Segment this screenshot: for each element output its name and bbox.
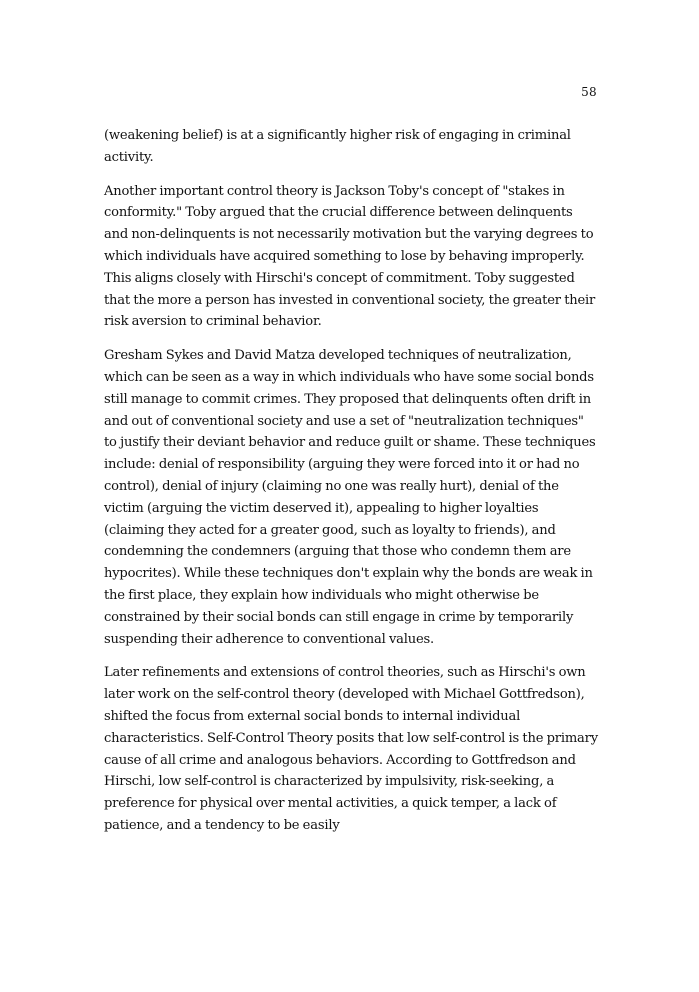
paragraph-stakes-in-conformity: Another important control theory is Jackson Toby's concept of "stakes in conformity." Toby argued that the crucial difference between delinquents and non-delinquents is not necessarily motivation but the varying degrees to which individuals have acquired something to lose by behaving improperly. This aligns closely with Hirschi's concept of commitment. Toby suggested that the more a person has invested in conventional society, the greater their risk aversion to criminal behavior. xyxy=(104,183,596,330)
paragraph-continuation: (weakening belief) is at a significantly higher risk of engaging in criminal activity. xyxy=(104,128,571,165)
page-number: 58 xyxy=(581,85,597,99)
body-text xyxy=(104,125,598,849)
paragraph-neutralization-techniques: Gresham Sykes and David Matza developed techniques of neutralization, which can be seen as a way in which individuals who have some social bonds still manage to commit crimes. They proposed that delinquents often drift in and out of conventional society and use a set of "neutralization techniques" to justify their deviant behavior and reduce guilt or shame. These techniques include: denial of responsibility (arguing they were forced into it or had no control), denial of injury (claiming no one was really hurt), denial of the victim (arguing the victim deserved it), appealing to higher loyalties (claiming they acted for a greater good, such as loyalty to friends), and condemning the condemners (arguing that those who condemn them are hypocrites). While these techniques don't explain why the bonds are weak in the first place, they explain how individuals who might otherwise be constrained by their social bonds can still engage in crime by temporarily suspending their adherence to conventional values. xyxy=(104,348,596,647)
paragraph-self-control-theory: Later refinements and extensions of control theories, such as Hirschi's own later work on the self-control theory (developed with Michael Gottfredson), shifted the focus from external social bonds to internal individual characteristics. Self-Control Theory posits that low self-control is the primary cause of all crime and analogous behaviors. According to Gottfredson and Hirschi, low self-control is characterized by impulsivity, risk-seeking, a preference for physical over mental activities, a quick temper, a lack of patience, and a tendency to be easily xyxy=(104,665,598,833)
